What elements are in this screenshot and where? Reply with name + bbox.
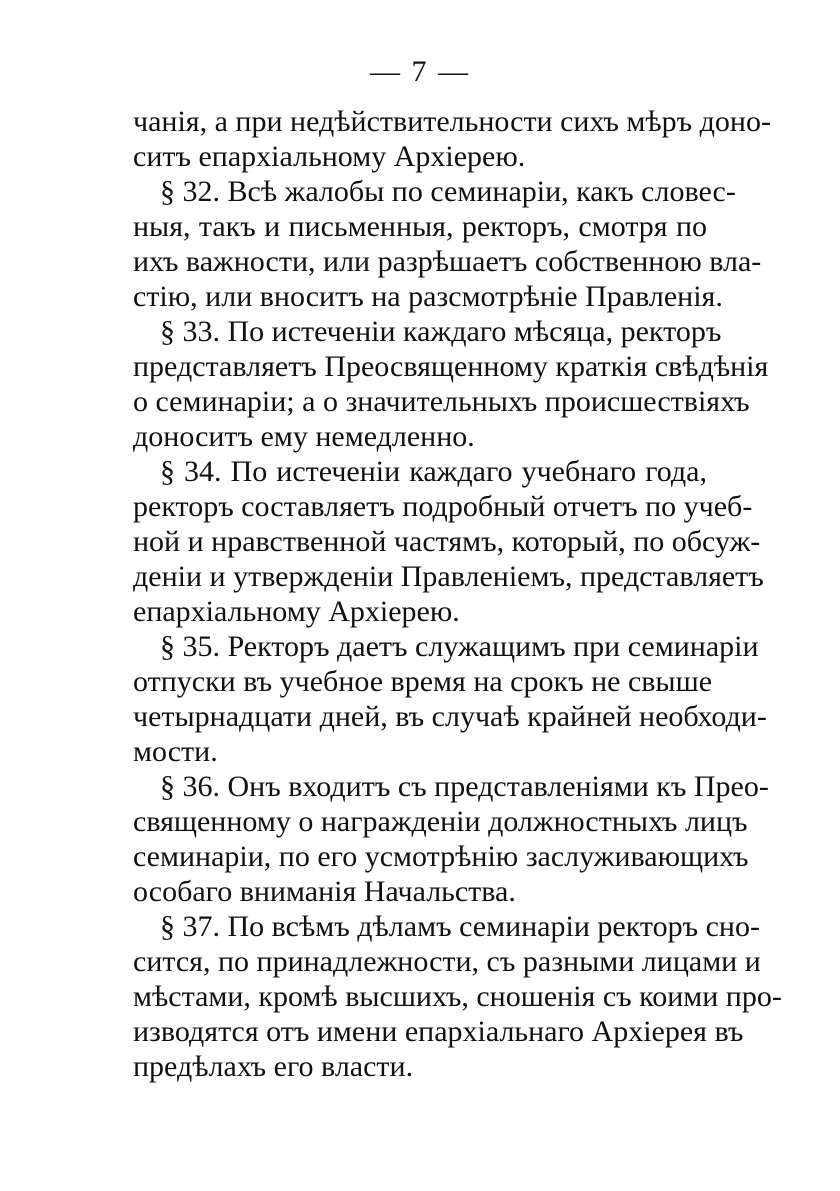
page-number: — 7 — [370, 55, 470, 88]
text-line: ной и нравственной частямъ, который, по обсуж- [133, 525, 761, 558]
text-line: особаго вниманія Начальства. [133, 875, 516, 908]
text-line: священному о награжденіи должностныхъ лицъ [133, 805, 748, 838]
text-line: стію, или вноситъ на разсмотрѣніе Правленія. [133, 280, 723, 313]
text-line: епархіальному Архіерею. [133, 595, 460, 628]
text-line: мости. [133, 735, 218, 768]
text-line: доноситъ ему немедленно. [133, 420, 475, 453]
paragraph-37-line: § 37. По всѣмъ дѣламъ семинаріи ректоръ сно- [160, 910, 760, 943]
text-line: изводятся отъ имени епархіальнаго Архіерея въ [133, 1015, 744, 1048]
text-line: ныя, такъ и письменныя, ректоръ, смотря по [133, 210, 707, 243]
text-line: мѣстами, кромѣ высшихъ, сношенія съ коими про- [133, 980, 782, 1013]
paragraph-33-line: § 33. По истеченіи каждаго мѣсяца, ректоръ [160, 315, 722, 348]
text-line: о семинаріи; а о значительныхъ происшествіяхъ [133, 385, 750, 418]
text-line: отпуски въ учебное время на срокъ не свыше [133, 665, 713, 698]
text-line: ихъ важности, или разрѣшаетъ собственною вла- [133, 245, 762, 278]
paragraph-32-line: § 32. Всѣ жалобы по семинаріи, какъ словес- [160, 175, 736, 208]
text-line: ректоръ составляетъ подробный отчетъ по учеб- [133, 490, 753, 523]
text-line: четырнадцати дней, въ случаѣ крайней необходи- [133, 700, 767, 733]
text-line: деніи и утвержденіи Правленіемъ, представляетъ [133, 560, 764, 593]
text-line: чанія, а при недѣйствительности сихъ мѣръ доно- [133, 105, 771, 138]
paragraph-35-line: § 35. Ректоръ даетъ служащимъ при семинаріи [160, 630, 759, 663]
text-line: ситъ епархіальному Архіерею. [133, 140, 526, 173]
paragraph-34-line: § 34. По истеченіи каждаго учебнаго года, [160, 455, 707, 488]
text-line: предѣлахъ его власти. [133, 1050, 414, 1083]
text-line: представляетъ Преосвященному краткія свѣдѣнія [133, 350, 769, 383]
text-line: семинаріи, по его усмотрѣнію заслуживающихъ [133, 840, 749, 873]
text-line: сится, по принадлежности, съ разными лицами и [133, 945, 761, 978]
paragraph-36-line: § 36. Онъ входитъ съ представленіями къ Прео- [160, 770, 769, 803]
